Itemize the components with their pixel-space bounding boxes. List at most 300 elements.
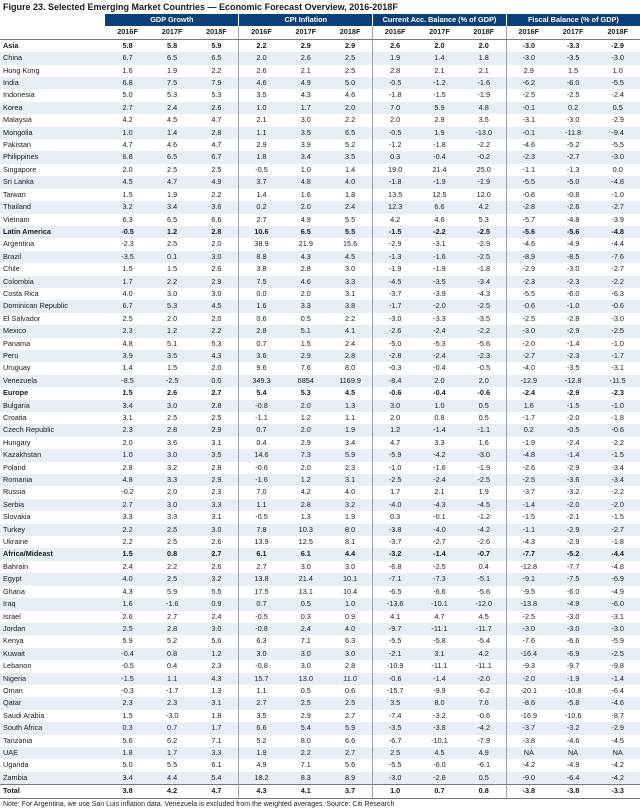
value-cell: -10.8 (564, 685, 582, 695)
value-cell: -11.8 (551, 127, 596, 139)
value-cell: 2.9 (345, 40, 356, 50)
value-cell: 5.3 (167, 90, 178, 100)
value-cell: 3.0 (284, 648, 329, 660)
value-cell: -4.0 (417, 524, 462, 536)
value-cell: 3.3 (434, 437, 445, 447)
value-cell: -1.9 (462, 176, 507, 188)
value-cell: 4.7 (194, 785, 239, 798)
value-cell: 2.0 (284, 201, 329, 213)
value-cell: 1.0 (373, 785, 418, 798)
row-label: Argentina (3, 239, 35, 249)
value-cell: 4.5 (194, 300, 239, 312)
value-cell: 7.5 (239, 276, 284, 288)
value-cell: 4.4 (150, 772, 195, 785)
value-cell: -9.7 (373, 623, 418, 635)
value-cell: 0.7 (239, 338, 284, 350)
row-label: Philippines (0, 151, 105, 163)
value-cell: 2.6 (284, 52, 329, 64)
value-cell: 4.9 (300, 214, 311, 224)
year-header: 2016F (373, 26, 418, 39)
value-cell: 2.0 (284, 424, 329, 436)
table-row (0, 176, 640, 188)
value-cell: 3.5 (478, 115, 489, 125)
value-cell: 2.1 (434, 487, 445, 497)
row-label: Oman (3, 685, 23, 695)
value-cell: -2.6 (551, 201, 596, 213)
value-cell: -3.7 (506, 486, 551, 498)
value-cell: -6.4 (611, 685, 624, 695)
value-cell: 19.0 (373, 164, 418, 176)
value-cell: 1.5 (105, 548, 150, 560)
value-cell: 1.7 (150, 747, 195, 759)
year-header-row (0, 26, 640, 39)
value-cell: 10.3 (284, 524, 329, 536)
value-cell: 3.0 (211, 288, 222, 298)
table-row (0, 486, 640, 498)
value-cell: -4.9 (611, 586, 624, 596)
value-cell: 4.2 (150, 785, 195, 798)
value-cell: -2.9 (373, 238, 418, 250)
value-cell: NA (595, 747, 640, 759)
value-cell: -0.6 (506, 300, 551, 312)
value-cell: -1.9 (433, 264, 446, 274)
value-cell: -2.2 (595, 276, 640, 288)
value-cell: 4.7 (373, 437, 418, 449)
value-cell: -2.0 (551, 499, 596, 511)
value-cell: -12.8 (551, 375, 596, 387)
value-cell: 2.6 (122, 611, 133, 621)
value-cell: 1.5 (568, 65, 579, 75)
value-cell: 0.5 (478, 413, 489, 422)
value-cell: -2.4 (417, 474, 462, 486)
value-cell: 4.0 (122, 288, 133, 298)
value-cell: -2.3 (551, 276, 596, 288)
value-cell: -2.0 (506, 673, 551, 685)
value-cell: -4.3 (477, 288, 491, 298)
value-cell: 7.5 (150, 77, 195, 89)
group-header-cpi: CPI Inflation (239, 14, 373, 26)
table-row (0, 164, 640, 176)
value-cell: 2.8 (373, 65, 418, 77)
value-cell: -16.4 (506, 648, 551, 660)
value-cell: 1.2 (300, 413, 311, 422)
value-cell: 5.9 (211, 40, 222, 50)
table-row (0, 772, 640, 785)
value-cell: 12.3 (373, 201, 418, 213)
value-cell: -4.2 (462, 722, 507, 734)
row-label: Africa/Mideast (0, 548, 105, 560)
value-cell: 2.1 (434, 65, 445, 75)
row-label: Europe (3, 388, 29, 398)
value-cell: 2.9 (284, 350, 329, 362)
value-cell: 5.5 (167, 760, 178, 770)
row-label: Kenya (3, 636, 24, 646)
table-row (0, 201, 640, 213)
value-cell: 6.5 (150, 52, 195, 64)
row-label: Peru (0, 350, 105, 362)
value-cell: 12.5 (298, 537, 313, 547)
value-cell: -4.9 (551, 598, 596, 610)
value-cell: 1.1 (150, 673, 195, 685)
value-cell: 2.1 (478, 65, 489, 75)
value-cell: -8.7 (611, 710, 624, 720)
value-cell: 3.6 (167, 437, 178, 447)
value-cell: 3.3 (284, 300, 329, 312)
group-header-gdp: GDP Growth (105, 14, 239, 26)
value-cell: -4.4 (595, 548, 640, 560)
value-cell: 1.0 (105, 449, 150, 461)
row-label: Asia (3, 40, 19, 50)
value-cell: 2.6 (194, 102, 239, 114)
table-row (0, 151, 640, 163)
value-cell: 2.0 (239, 52, 284, 64)
value-cell: 2.3 (150, 697, 195, 709)
value-cell: 3.0 (150, 499, 195, 511)
value-cell: 13.0 (284, 673, 329, 685)
value-cell: 4.5 (105, 176, 150, 188)
table-row (0, 747, 640, 759)
value-cell: 4.6 (284, 276, 329, 288)
value-cell: 18.2 (239, 772, 284, 785)
value-cell: 2.2 (122, 537, 133, 547)
value-cell: -6.4 (551, 772, 596, 785)
value-cell: -2.5 (506, 89, 551, 101)
value-cell: -0.1 (506, 102, 551, 114)
value-cell: -13.8 (506, 598, 551, 610)
value-cell: -6.7 (373, 735, 418, 747)
row-label: Panama (3, 338, 31, 348)
value-cell: 4.9 (194, 176, 239, 188)
value-cell: 2.0 (417, 375, 462, 387)
value-cell: 2.5 (345, 65, 356, 75)
value-cell: 2.0 (300, 288, 311, 298)
value-cell: -4.8 (566, 214, 580, 224)
value-cell: -5.5 (595, 77, 640, 89)
value-cell: 13.1 (298, 586, 313, 596)
value-cell: 2.5 (167, 164, 178, 174)
value-cell: 3.5 (328, 151, 373, 163)
value-cell: 5.3 (300, 388, 311, 398)
value-cell: 0.5 (300, 313, 311, 323)
value-cell: 5.1 (284, 325, 329, 337)
value-cell: -1.7 (595, 350, 640, 362)
value-cell: 4.6 (167, 140, 178, 150)
value-cell: -2.5 (595, 648, 640, 660)
value-cell: -6.9 (551, 648, 596, 660)
value-cell: -2.1 (566, 512, 580, 522)
row-label: Indonesia (3, 90, 35, 100)
value-cell: -4.8 (595, 176, 640, 188)
value-cell: 6.5 (194, 52, 239, 64)
row-label: Hungary (3, 437, 31, 447)
value-cell: -2.5 (462, 226, 507, 238)
row-label: Turkey (0, 524, 105, 536)
value-cell: 3.0 (373, 400, 418, 412)
value-cell: -3.1 (433, 239, 446, 249)
year-header: 2017F (551, 26, 596, 39)
value-cell: -3.0 (165, 710, 179, 720)
value-cell: -2.7 (595, 201, 640, 213)
value-cell: 8.0 (328, 524, 373, 536)
value-cell: 2.7 (239, 697, 284, 709)
value-cell: -12.8 (506, 561, 551, 573)
value-cell: 4.6 (239, 77, 284, 89)
table-row (0, 251, 640, 263)
table-row (0, 437, 640, 449)
value-cell: -2.7 (551, 151, 596, 163)
value-cell: -5.6 (477, 586, 491, 596)
value-cell: -5.6 (477, 338, 491, 348)
value-cell: -3.0 (566, 115, 580, 125)
row-label: Dominican Republic (0, 300, 105, 312)
value-cell: -2.2 (477, 140, 491, 150)
value-cell: 4.8 (462, 102, 507, 114)
value-cell: 6.6 (345, 735, 356, 745)
value-cell: -0.6 (373, 673, 418, 685)
value-cell: 38.9 (239, 238, 284, 250)
value-cell: 1.8 (105, 747, 150, 759)
table-row (0, 511, 640, 523)
value-cell: 3.0 (300, 115, 311, 125)
value-cell: -1.9 (477, 90, 491, 100)
value-cell: -0.5 (373, 77, 418, 89)
value-cell: -2.8 (506, 201, 551, 213)
value-cell: 3.5 (194, 449, 239, 461)
value-cell: 2.0 (462, 375, 507, 387)
value-cell: -2.2 (611, 437, 624, 447)
table-row (0, 424, 640, 436)
value-cell: -2.7 (595, 524, 640, 536)
value-cell: 2.5 (105, 623, 150, 635)
value-cell: 2.9 (239, 139, 284, 151)
value-cell: -5.7 (506, 214, 551, 226)
value-cell: -3.0 (462, 449, 507, 461)
value-cell: -2.0 (417, 300, 462, 312)
value-cell: 0.4 (478, 561, 489, 571)
value-cell: -3.8 (506, 735, 551, 747)
value-cell: -2.4 (417, 350, 462, 362)
value-cell: 1.4 (345, 164, 356, 174)
value-cell: -0.6 (595, 300, 640, 312)
value-cell: 2.5 (150, 573, 195, 585)
value-cell: 0.8 (150, 548, 195, 560)
value-cell: 3.9 (300, 140, 311, 150)
value-cell: -1.4 (566, 338, 580, 348)
value-cell: 2.2 (211, 189, 222, 199)
value-cell: 4.2 (462, 201, 507, 213)
row-label: Kazakhstan (0, 449, 105, 461)
value-cell: -1.4 (595, 673, 640, 685)
value-cell: 2.8 (239, 325, 284, 337)
table-row (0, 710, 640, 722)
value-cell: 1.4 (122, 363, 133, 373)
value-cell: 1.7 (284, 102, 329, 114)
value-cell: 0.6 (345, 685, 356, 695)
value-cell: 2.2 (211, 65, 222, 75)
value-cell: 0.5 (300, 685, 311, 695)
value-cell: -11.1 (431, 661, 448, 671)
value-cell: 1.9 (478, 487, 489, 497)
value-cell: 2.8 (194, 127, 239, 139)
value-cell: 5.6 (345, 760, 356, 770)
value-cell: -2.3 (551, 350, 596, 362)
table-row (0, 573, 640, 585)
value-cell: 4.8 (105, 474, 150, 486)
value-cell: 8.9 (328, 772, 373, 785)
value-cell: -3.2 (566, 487, 580, 497)
value-cell: -2.5 (462, 300, 507, 312)
year-header: 2018F (595, 26, 640, 39)
value-cell: -2.0 (566, 413, 580, 422)
value-cell: 6854 (284, 375, 329, 387)
value-cell: 6.7 (105, 300, 150, 312)
value-cell: 5.8 (167, 40, 178, 50)
value-cell: 3.1 (211, 437, 222, 447)
value-cell: 21.9 (298, 239, 313, 249)
value-cell: -4.8 (506, 449, 551, 461)
table-row (0, 685, 640, 697)
row-label: Croatia (3, 413, 27, 422)
value-cell: 3.4 (150, 201, 195, 213)
value-cell: -3.8 (417, 722, 462, 734)
value-cell: -2.2 (462, 325, 507, 337)
value-cell: 4.0 (328, 623, 373, 635)
value-cell: -0.2 (121, 487, 134, 497)
value-cell: -3.9 (611, 214, 624, 224)
value-cell: 2.5 (211, 164, 222, 174)
value-cell: 6.7 (105, 52, 150, 64)
value-cell: 2.5 (284, 697, 329, 709)
value-cell: 1.5 (167, 264, 178, 274)
value-cell: -3.4 (595, 474, 640, 486)
table-row (0, 300, 640, 312)
value-cell: 1.2 (373, 424, 418, 436)
value-cell: 2.0 (167, 313, 178, 323)
value-cell: 1.8 (462, 52, 507, 64)
value-cell: 6.5 (284, 226, 329, 238)
value-cell: 2.2 (150, 276, 195, 288)
value-cell: 3.3 (150, 474, 195, 486)
value-cell: -1.6 (433, 462, 446, 472)
region-row (0, 548, 640, 560)
value-cell: -1.7 (506, 412, 551, 424)
value-cell: 2.0 (373, 114, 418, 126)
value-cell: 5.2 (167, 636, 178, 646)
value-cell: 2.0 (373, 412, 418, 424)
value-cell: -2.9 (611, 115, 624, 125)
value-cell: -6.8 (373, 561, 418, 573)
value-cell: -1.8 (611, 413, 624, 422)
row-label: Thailand (0, 201, 105, 213)
value-cell: 2.7 (194, 548, 239, 560)
value-cell: 15.7 (239, 673, 284, 685)
value-cell: -3.5 (105, 251, 150, 263)
row-label: Mexico (0, 325, 105, 337)
value-cell: 8.1 (345, 537, 356, 547)
value-cell: -9.4 (595, 127, 640, 139)
value-cell: 2.9 (506, 65, 551, 77)
value-cell: -6.0 (433, 760, 446, 770)
value-cell: 0.2 (551, 102, 596, 114)
value-cell: -0.1 (506, 127, 551, 139)
value-cell: -3.0 (506, 39, 551, 52)
value-cell: 7.1 (211, 735, 222, 745)
value-cell: 4.7 (434, 611, 445, 621)
value-cell: 6.6 (239, 722, 284, 734)
figure-title: Figure 23. Selected Emerging Market Countries — Economic Forecast Overview, 2016-2018F (3, 2, 398, 12)
year-header: 2018F (194, 26, 239, 39)
value-cell: 3.1 (194, 697, 239, 709)
value-cell: 3.5 (150, 350, 195, 362)
table-row (0, 127, 640, 139)
value-cell: 3.3 (167, 512, 178, 522)
value-cell: -1.6 (239, 474, 284, 486)
value-cell: 5.0 (122, 90, 133, 100)
value-cell: -4.8 (595, 226, 640, 238)
value-cell: 21.4 (432, 164, 447, 174)
value-cell: 2.9 (300, 40, 311, 50)
value-cell: -1.0 (595, 400, 640, 412)
value-cell: -6.6 (433, 586, 446, 596)
value-cell: 3.1 (122, 413, 133, 422)
value-cell: 3.4 (105, 772, 150, 785)
value-cell: 2.2 (345, 313, 356, 323)
row-label: Chile (3, 264, 20, 274)
value-cell: -0.8 (239, 660, 284, 672)
value-cell: -2.9 (551, 524, 596, 536)
year-header: 2017F (417, 26, 462, 39)
value-cell: -8.6 (506, 697, 551, 709)
value-cell: 4.0 (345, 487, 356, 497)
value-cell: -4.2 (417, 449, 462, 461)
value-cell: 2.5 (150, 524, 195, 536)
value-cell: -1.9 (506, 437, 551, 449)
value-cell: 3.3 (122, 512, 133, 522)
value-cell: -2.6 (373, 325, 418, 337)
value-cell: 6.6 (417, 201, 462, 213)
value-cell: 6.7 (194, 151, 239, 163)
table-row (0, 635, 640, 647)
value-cell: 4.3 (284, 251, 329, 263)
value-cell: -4.9 (566, 239, 580, 249)
value-cell: 2.7 (239, 214, 284, 226)
value-cell: 5.4 (239, 387, 284, 399)
value-cell: 2.2 (167, 561, 178, 571)
value-cell: -2.5 (506, 611, 551, 623)
value-cell: -1.6 (462, 77, 507, 89)
row-label: Colombia (0, 276, 105, 288)
value-cell: 5.3 (211, 90, 222, 100)
table-row (0, 400, 640, 412)
value-cell: -2.0 (595, 499, 640, 511)
value-cell: 1.6 (239, 300, 284, 312)
value-cell: 5.0 (328, 77, 373, 89)
value-cell: 2.3 (105, 325, 150, 337)
value-cell: -13.6 (373, 598, 418, 610)
value-cell: 0.2 (239, 201, 284, 213)
value-cell: -3.9 (433, 288, 446, 298)
total-row (0, 785, 640, 798)
value-cell: -6.2 (506, 77, 551, 89)
value-cell: 0.5 (284, 598, 329, 610)
value-cell: 4.3 (239, 785, 284, 798)
value-cell: -10.9 (373, 660, 418, 672)
value-cell: 1.3 (211, 685, 222, 695)
value-cell: 5.5 (345, 214, 356, 224)
value-cell: 5.6 (122, 735, 133, 745)
value-cell: 9.6 (239, 362, 284, 374)
row-label: Lebanon (3, 661, 32, 671)
